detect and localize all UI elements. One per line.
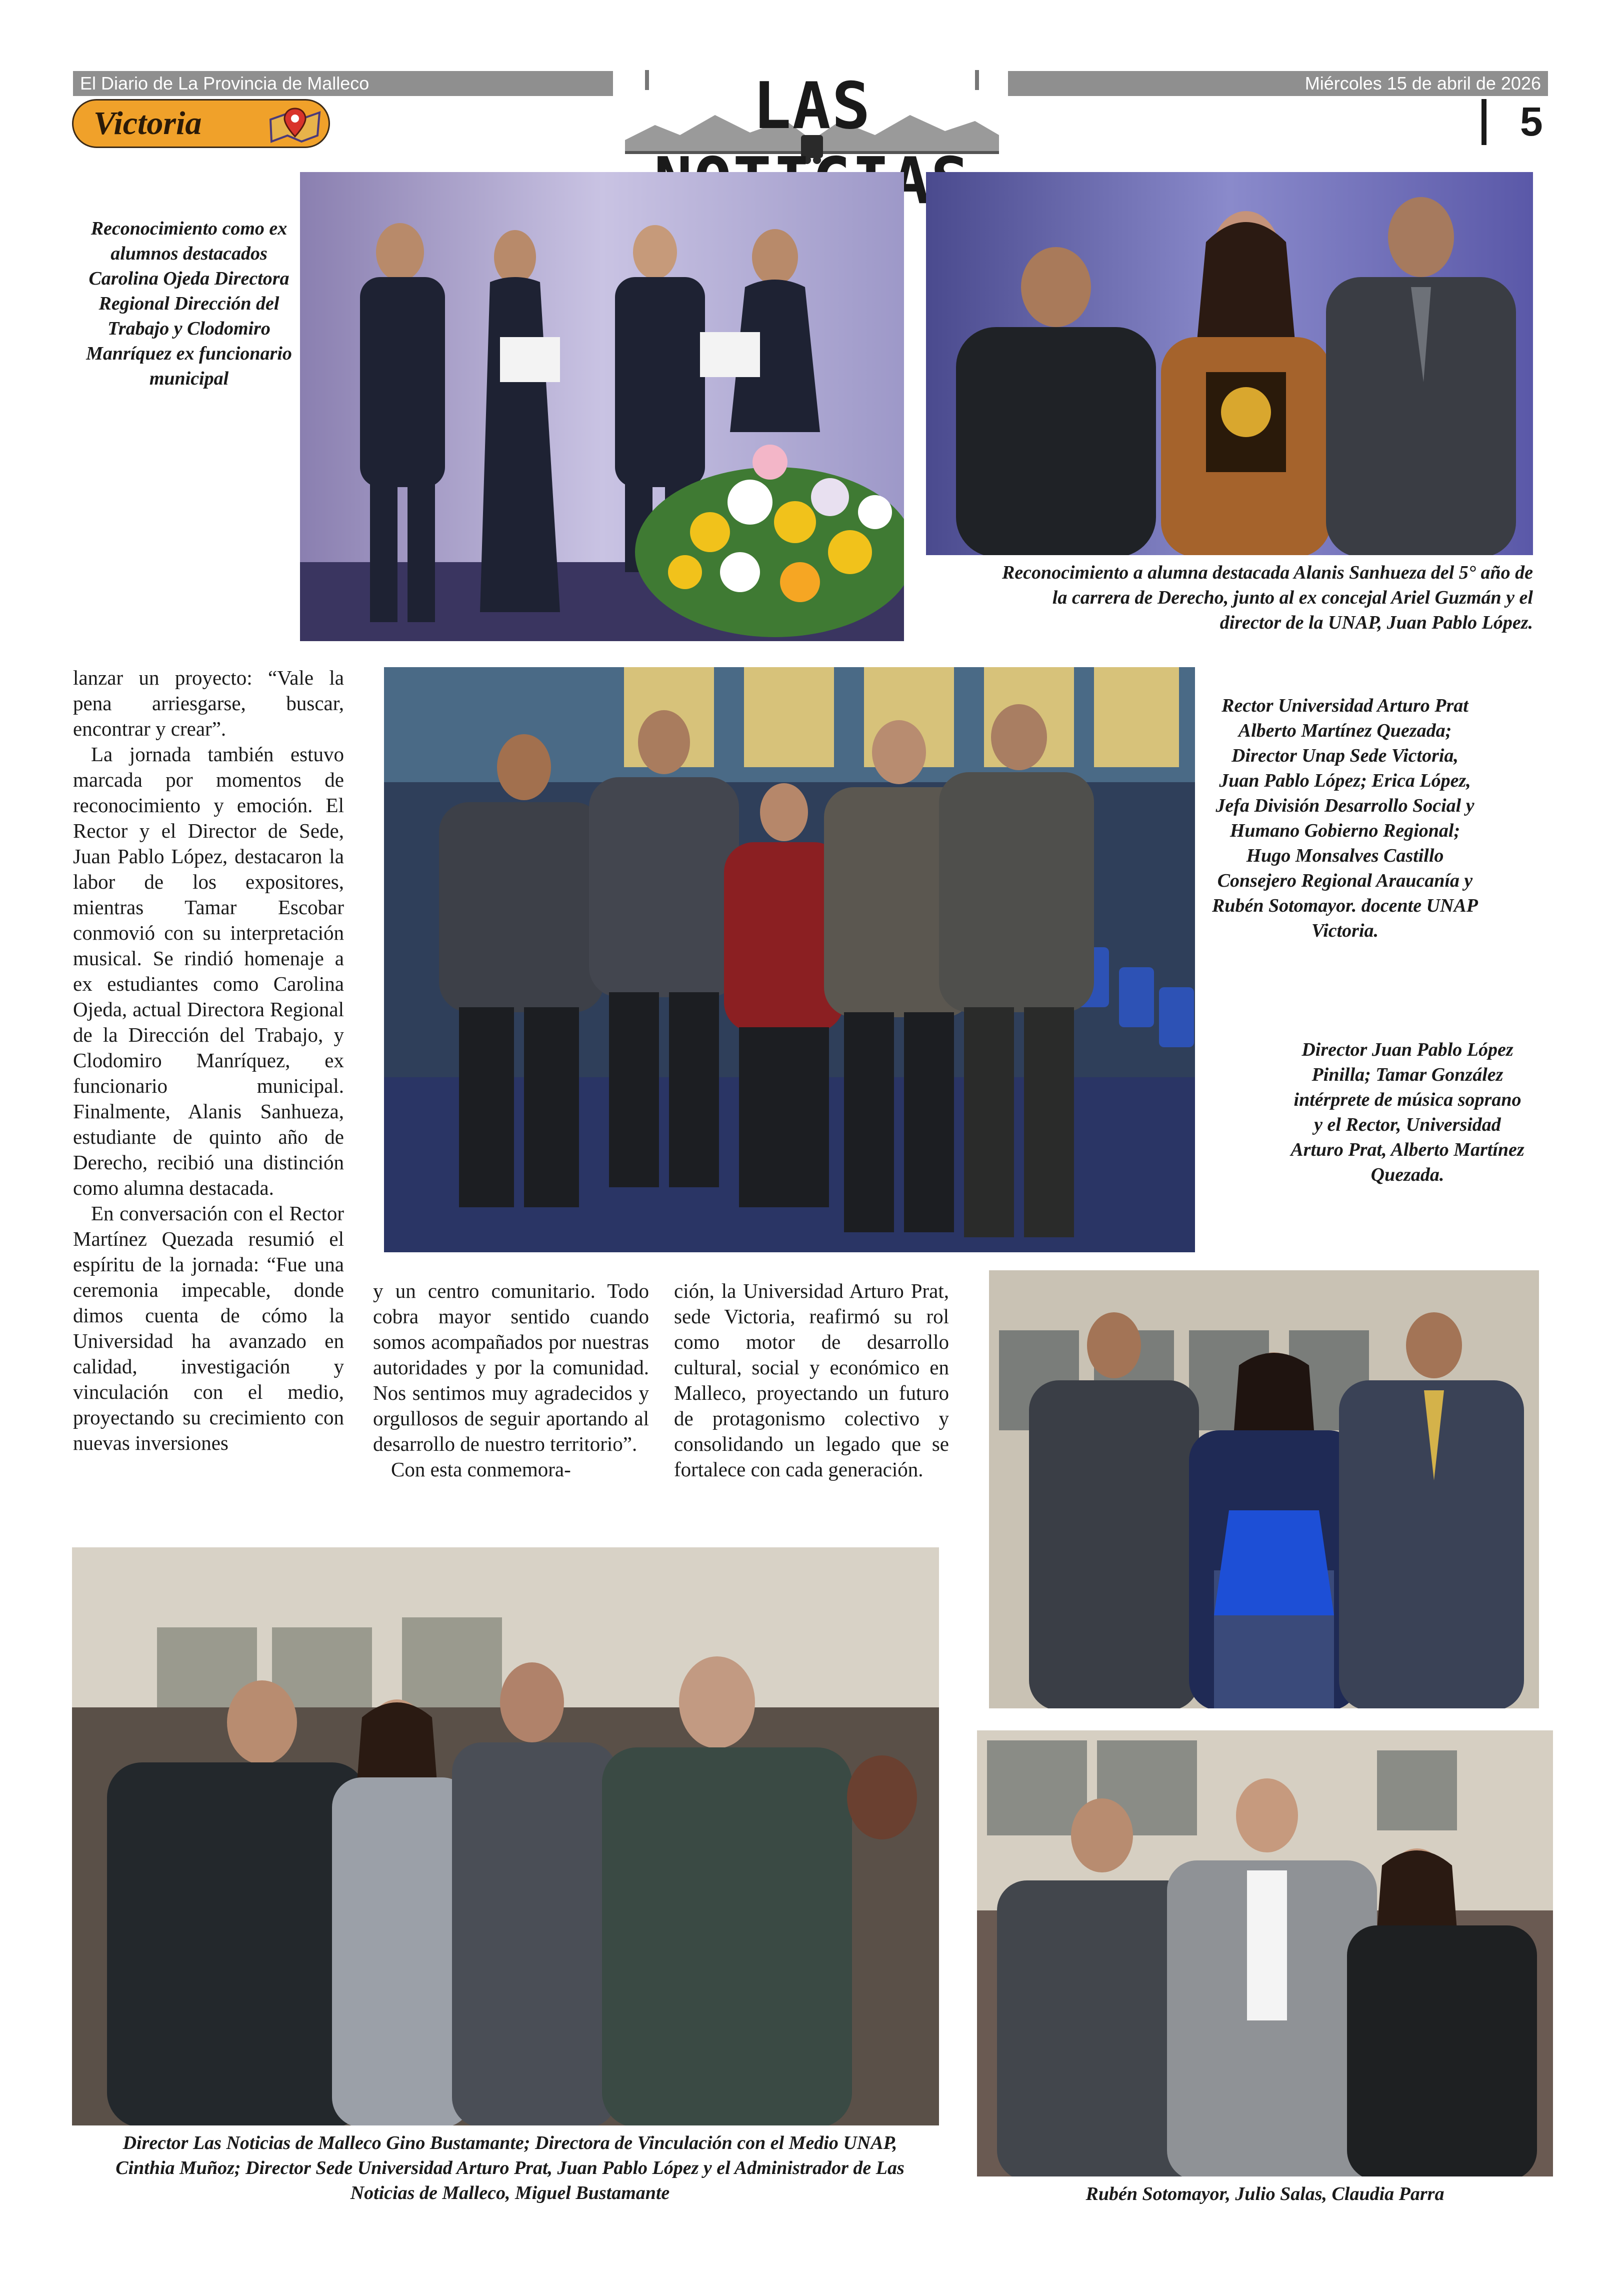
article-column-3 xyxy=(674,1278,949,1482)
caption-reception-group xyxy=(100,2130,920,2205)
masthead-title: LAS xyxy=(752,69,872,144)
caption-text: Director Las Noticias de Malleco Gino Bustamante; Directora de Vinculación con el Medio UNAP, Cinthia Muñoz; Director Sede Universidad Arturo Prat, Juan Pablo López y el Administrador de Las Noticias de Malleco, Miguel Bustamante xyxy=(116,2132,904,2203)
page-number: 5 xyxy=(1520,99,1543,145)
photo-three-people xyxy=(977,1730,1553,2176)
date-bar xyxy=(1008,71,1548,96)
caption-student-with-plaque xyxy=(990,560,1533,635)
issue-date: Miércoles 15 de abril de 2026 xyxy=(1304,73,1541,94)
photo-student-with-plaque xyxy=(926,172,1533,555)
caption-student-with-unap-bag xyxy=(1290,1037,1525,1187)
newspaper-tagline: El Diario de La Provincia de Malleco xyxy=(80,73,370,94)
caption-text: Reconocimiento a alumna destacada Alanis Sanhueza del 5° año de la carrera de Derecho, junto al ex concejal Ariel Guzmán y el director de la UNAP, Juan Pablo López. xyxy=(1002,562,1533,633)
caption-text: Reconocimiento como ex alumnos destacados Carolina Ojeda Directora Regional Dirección del Trabajo y Clodomiro Manríquez ex funcionario municipal xyxy=(86,218,292,389)
map-pin-icon xyxy=(268,105,322,145)
photo-student-with-unap-bag xyxy=(989,1270,1539,1708)
article-column-2 xyxy=(373,1278,649,1482)
article-paragraph: En conversación con el Rector Martínez Quezada resumió el espíritu de la jornada: “Fue una ceremonia impecable, donde dimos cuenta de cómo la Universidad ha avanzado en calidad, investigación y vinculación con el medio, proyectando su crecimiento con nuevas inversiones xyxy=(73,1202,344,1454)
photo-icon xyxy=(926,172,1533,555)
caption-group-of-five xyxy=(1210,693,1480,943)
photo-icon xyxy=(977,1730,1553,2176)
article-paragraph: Con esta conmemora- xyxy=(391,1458,571,1481)
photo-icon xyxy=(72,1547,939,2125)
caption-text: Rubén Sotomayor, Julio Salas, Claudia Parra xyxy=(1086,2183,1444,2204)
caption-stage-award-ceremony xyxy=(84,216,294,391)
page-number-divider xyxy=(1482,99,1486,145)
section-label: Victoria xyxy=(94,105,202,142)
photo-stage-award-ceremony xyxy=(300,172,904,641)
caption-text: Director Juan Pablo López Pinilla; Tamar González intérprete de música soprano y el Rector, Universidad Arturo Prat, Alberto Martínez Quezada. xyxy=(1290,1039,1524,1185)
article-paragraph: lanzar un proyecto: “Vale la pena arriesgarse, buscar, encontrar y crear”. xyxy=(73,666,344,740)
section-label-pill xyxy=(72,99,330,148)
photo-icon xyxy=(384,667,1195,1252)
photo-icon xyxy=(989,1270,1539,1708)
article-column-1 xyxy=(73,665,344,1456)
article-paragraph: y un centro comunitario. Todo cobra mayor sentido cuando somos acompañados por nuestras autoridades y por la comunidad. Nos sentimos muy agradecidos y orgullosos de seguir aportando al desarrollo de nuestro territorio”. xyxy=(373,1279,649,1455)
photo-icon xyxy=(300,172,904,641)
caption-three-people xyxy=(977,2181,1553,2206)
newspaper-tagline-bar xyxy=(73,71,613,96)
photo-group-of-five xyxy=(384,667,1195,1252)
caption-text: Rector Universidad Arturo Prat Alberto Martínez Quezada; Director Unap Sede Victoria, Juan Pablo López; Erica López, Jefa División Desarrollo Social y Humano Gobierno Regional; Hugo Monsalves Castillo Consejero Regional Araucanía y Rubén Sotomayor. docente UNAP Victoria. xyxy=(1212,695,1478,941)
photo-reception-group xyxy=(72,1547,939,2125)
article-paragraph: La jornada también estuvo marcada por momentos de reconocimiento y emoción. El Rector y el Director de Sede, Juan Pablo López, destacaron la labor de los expositores, mientras Tamar Escobar conmovió con su interpretación musical. Se rindió homenaje a ex estudiantes como Carolina Ojeda, actual Directora Regional de la Dirección del Trabajo, y Clodomiro Manríquez, ex funcionario municipal. Finalmente, Alanis Sanhueza, estudiante de quinto año de Derecho, recibió una distinción como alumna destacada. xyxy=(73,743,344,1199)
article-paragraph: ción, la Universidad Arturo Prat, sede Victoria, reafirmó su rol como motor de desarrollo cultural, social y económico en Malleco, proyectando un futuro de protagonismo colectivo y consolidando un legado que se fortalece con cada generación. xyxy=(674,1279,949,1481)
masthead-logo xyxy=(625,65,999,168)
